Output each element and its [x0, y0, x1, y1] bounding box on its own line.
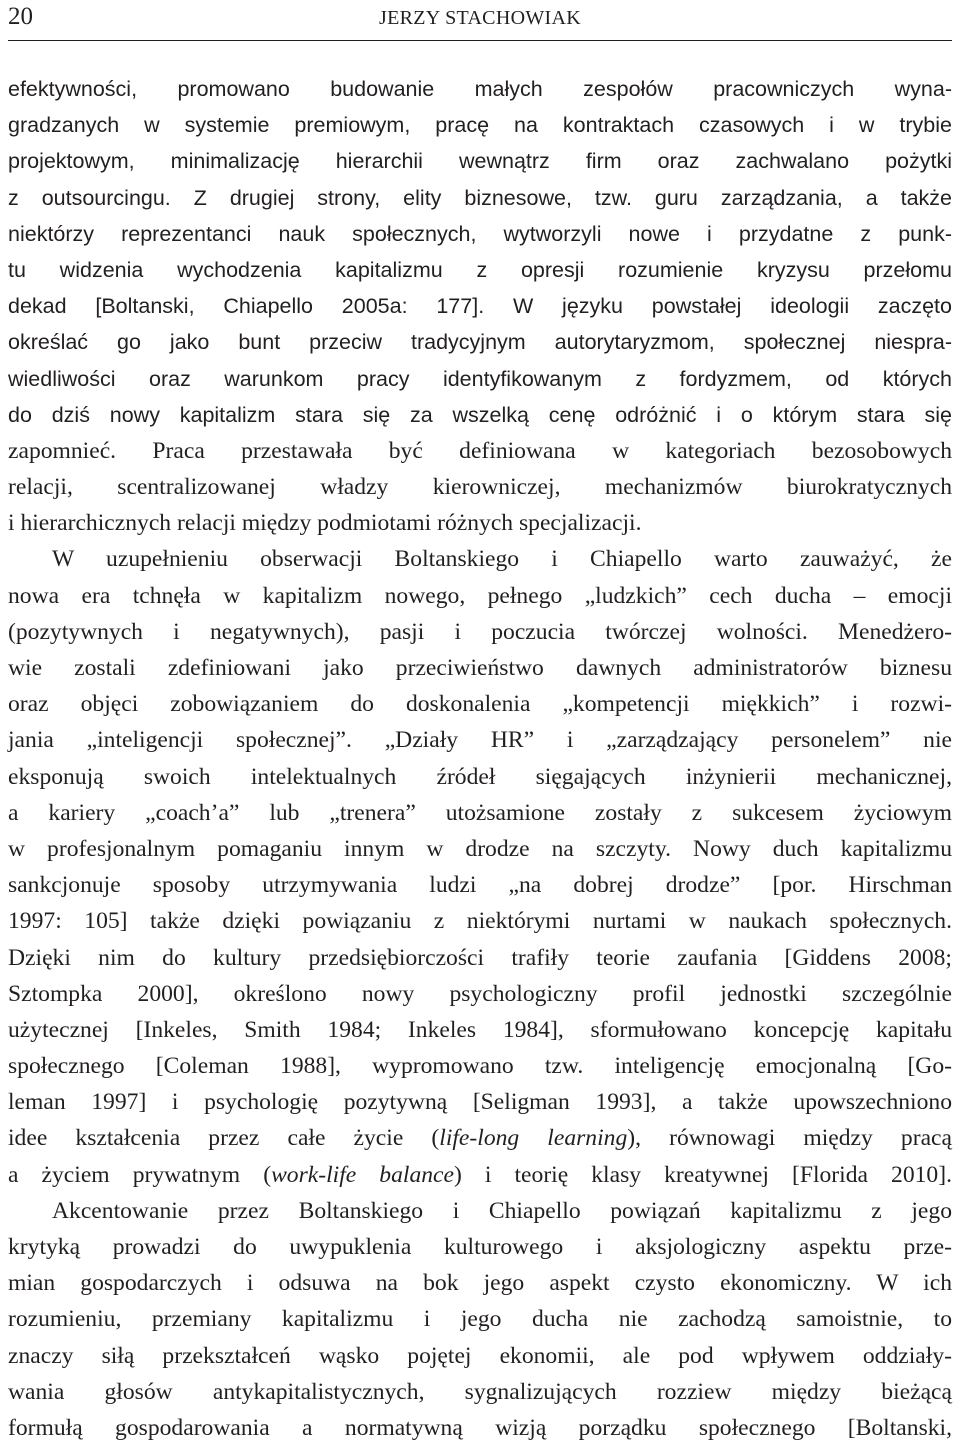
- page-number: 20: [8, 3, 33, 30]
- text-line: [8, 1157, 952, 1193]
- text-line: gradzanych w systemie premiowym, pracę na kontraktach czasowych i w trybie: [8, 113, 952, 138]
- text-line: formułą gospodarowania a normatywną wizją porządku społecznego [Boltanski,: [8, 1414, 952, 1441]
- text-line: leman 1997] i psychologię pozytywną [Seligman 1993], a także upowszechniono: [8, 1089, 952, 1116]
- text-line: krytyką prowadzi do uwypuklenia kulturowego i aksjologiczny aspektu prze-: [8, 1234, 952, 1260]
- text-line: do dziś nowy kapitalizm stara się za wszelką cenę odróżnić i o którym stara się: [8, 402, 952, 427]
- text-line: wie zostali zdefiniowani jako przeciwieństwo dawnych administratorów biznesu: [8, 655, 952, 681]
- italic-term: work-life balance: [271, 1161, 454, 1188]
- text-line: i hierarchicznych relacji między podmiotami różnych specjalizacji.: [8, 510, 642, 537]
- text-line: 1997: 105] także dzięki powiązaniu z niektórymi nurtami w naukach społecznych.: [8, 908, 952, 935]
- text-line: w profesjonalnym pomaganiu innym w drodze na szczyty. Nowy duch kapitalizmu: [8, 835, 952, 862]
- document-page: [8, 0, 952, 1441]
- text-line: (pozytywnych i negatywnych), pasji i poczucia twórczej wolności. Menedżero-: [8, 618, 952, 645]
- text-line: [8, 1120, 952, 1156]
- text-line: wania głosów antykapitalistycznych, sygnalizujących rozziew między bieżącą: [8, 1378, 952, 1405]
- text-span: ), równowagi między pracą: [627, 1125, 952, 1152]
- text-line: sankcjonuje sposoby utrzymywania ludzi „na dobrej drodze” [por. Hirschman: [8, 872, 952, 899]
- body-text: [8, 71, 952, 1446]
- italic-term: life-long learning: [439, 1125, 628, 1152]
- text-line: Akcentowanie przez Boltanskiego i Chiapello powiązań kapitalizmu z jego: [52, 1197, 952, 1224]
- text-line: nowa era tchnęła w kapitalizm nowego, pełnego „ludzkich” cech ducha – emocji: [8, 582, 952, 609]
- text-line: tu widzenia wychodzenia kapitalizmu z opresji rozumienie kryzysu przełomu: [8, 257, 952, 282]
- text-span: a życiem prywatnym (: [8, 1161, 272, 1188]
- text-line: określać go jako bunt przeciw tradycyjnym autorytaryzmom, społecznej niespra-: [8, 330, 952, 355]
- text-line: a kariery „coach’a” lub „trenera” utożsamione zostały z sukcesem życiowym: [8, 799, 952, 826]
- text-line: W uzupełnieniu obserwacji Boltanskiego i Chiapello warto zauważyć, że: [52, 546, 952, 573]
- text-line: dekad [Boltanski, Chiapello 2005a: 177]. W języku powstałej ideologii zaczęto: [8, 294, 952, 319]
- text-line: Sztompka 2000], określono nowy psychologiczny profil jednostki szczególnie: [8, 980, 952, 1007]
- text-line: mian gospodarczych i odsuwa na bok jego aspekt czysto ekonomiczny. W ich: [8, 1270, 952, 1297]
- running-title: JERZY STACHOWIAK: [379, 7, 581, 29]
- text-line: z outsourcingu. Z drugiej strony, elity biznesowe, tzw. guru zarządzania, a także: [8, 185, 952, 210]
- text-line: niektórzy reprezentanci nauk społecznych, wytworzyli nowe i przydatne z punk-: [8, 221, 952, 246]
- text-span: ) i teorię klasy kreatywnej [Florida 2010].: [453, 1161, 952, 1188]
- text-line: wiedliwości oraz warunkom pracy identyfikowanym z fordyzmem, od których: [8, 366, 952, 391]
- text-line: społecznego [Coleman 1988], wypromowano tzw. inteligencję emocjonalną [Go-: [8, 1053, 952, 1080]
- text-line: znaczy siłą przekształceń wąsko pojętej ekonomii, ale pod wpływem oddziały-: [8, 1342, 952, 1369]
- text-line: projektowym, minimalizację hierarchii wewnątrz firm oraz zachwalano pożytki: [8, 149, 952, 174]
- text-line: relacji, scentralizowanej władzy kierowniczej, mechanizmów biurokratycznych: [8, 474, 952, 501]
- text-line: efektywności, promowano budowanie małych zespołów pracowniczych wyna-: [8, 77, 952, 101]
- text-line: zapomnieć. Praca przestawała być definiowana w kategoriach bezosobowych: [8, 437, 952, 464]
- text-line: rozumieniu, przemiany kapitalizmu i jego ducha nie zachodzą samoistnie, to: [8, 1306, 952, 1333]
- text-span: idee kształcenia przez całe życie (: [8, 1125, 440, 1152]
- running-header: [8, 0, 952, 41]
- text-line: użytecznej [Inkeles, Smith 1984; Inkeles 1984], sformułowano koncepcję kapitału: [8, 1016, 952, 1043]
- text-line: eksponują swoich intelektualnych źródeł sięgających inżynierii mechanicznej,: [8, 763, 952, 790]
- text-line: Dzięki nim do kultury przedsiębiorczości trafiły teorie zaufania [Giddens 2008;: [8, 944, 952, 971]
- text-line: oraz objęci zobowiązaniem do doskonalenia „kompetencji miękkich” i rozwi-: [8, 691, 952, 718]
- text-line: jania „inteligencji społecznej”. „Działy HR” i „zarządzający personelem” nie: [8, 727, 952, 754]
